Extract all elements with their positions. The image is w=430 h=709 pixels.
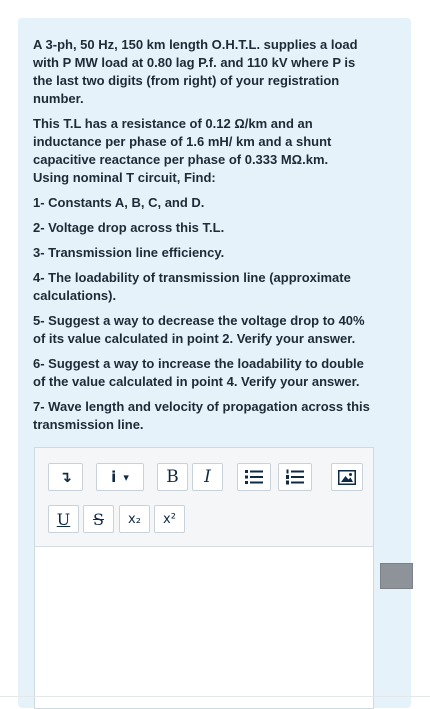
subscript-button[interactable]	[119, 505, 150, 533]
question-item-1: 1- Constants A, B, C, and D.	[33, 195, 205, 210]
scroll-to-top-button[interactable]	[380, 563, 413, 589]
indent-button[interactable]	[48, 463, 83, 491]
question-item-2: 2- Voltage drop across this T.L.	[33, 220, 225, 235]
question-item-5: 5- Suggest a way to decrease the voltage drop to 40% of its value calculated in point 2. Verify your answer.	[33, 313, 365, 346]
underline-icon: U	[56, 509, 71, 529]
superscript-button[interactable]	[154, 505, 185, 533]
bulleted-list-button[interactable]	[237, 463, 271, 491]
question-text	[33, 36, 378, 441]
underline-button[interactable]	[48, 505, 79, 533]
superscript-icon: x²	[163, 511, 176, 527]
strikethrough-icon: S	[93, 509, 104, 529]
question-item-7: 7- Wave length and velocity of propagation across this transmission line.	[33, 399, 370, 432]
bold-button[interactable]	[157, 463, 188, 491]
numbered-list-button[interactable]	[278, 463, 312, 491]
page-divider	[0, 696, 430, 697]
strikethrough-button[interactable]	[83, 505, 114, 533]
answer-editor	[34, 447, 374, 709]
bulleted-list-icon	[245, 469, 263, 485]
question-item-4: 4- The loadability of transmission line (approximate calculations).	[33, 270, 351, 303]
italic-icon: I	[204, 467, 211, 487]
image-icon	[338, 470, 356, 485]
numbered-list-icon	[286, 469, 304, 485]
question-paragraph-1: A 3-ph, 50 Hz, 150 km length O.H.T.L. supplies a load with P MW load at 0.80 lag P.f. and 110 kV where P is the last two digits (from right) of your registration number.	[33, 37, 358, 106]
question-item-6: 6- Suggest a way to increase the loadability to double of the value calculated in point 4. Verify your answer.	[33, 356, 364, 389]
insert-image-button[interactable]	[331, 463, 363, 491]
question-item-3: 3- Transmission line efficiency.	[33, 245, 225, 260]
info-icon: i	[111, 468, 117, 486]
question-paragraph-2: This T.L has a resistance of 0.12 Ω/km and an inductance per phase of 1.6 mH/ km and a shunt capacitive reactance per phase of 0.333 MΩ.km.	[33, 116, 332, 167]
italic-button[interactable]	[192, 463, 223, 491]
chevron-down-icon: ▾	[123, 470, 129, 484]
answer-text-area[interactable]	[35, 547, 373, 707]
bold-icon: B	[166, 467, 179, 487]
editor-toolbar	[35, 448, 373, 547]
info-dropdown-button[interactable]	[96, 463, 144, 491]
question-instruction: Using nominal T circuit, Find:	[33, 170, 216, 185]
subscript-icon: x₂	[128, 511, 141, 527]
indent-icon: ↴	[59, 468, 72, 486]
